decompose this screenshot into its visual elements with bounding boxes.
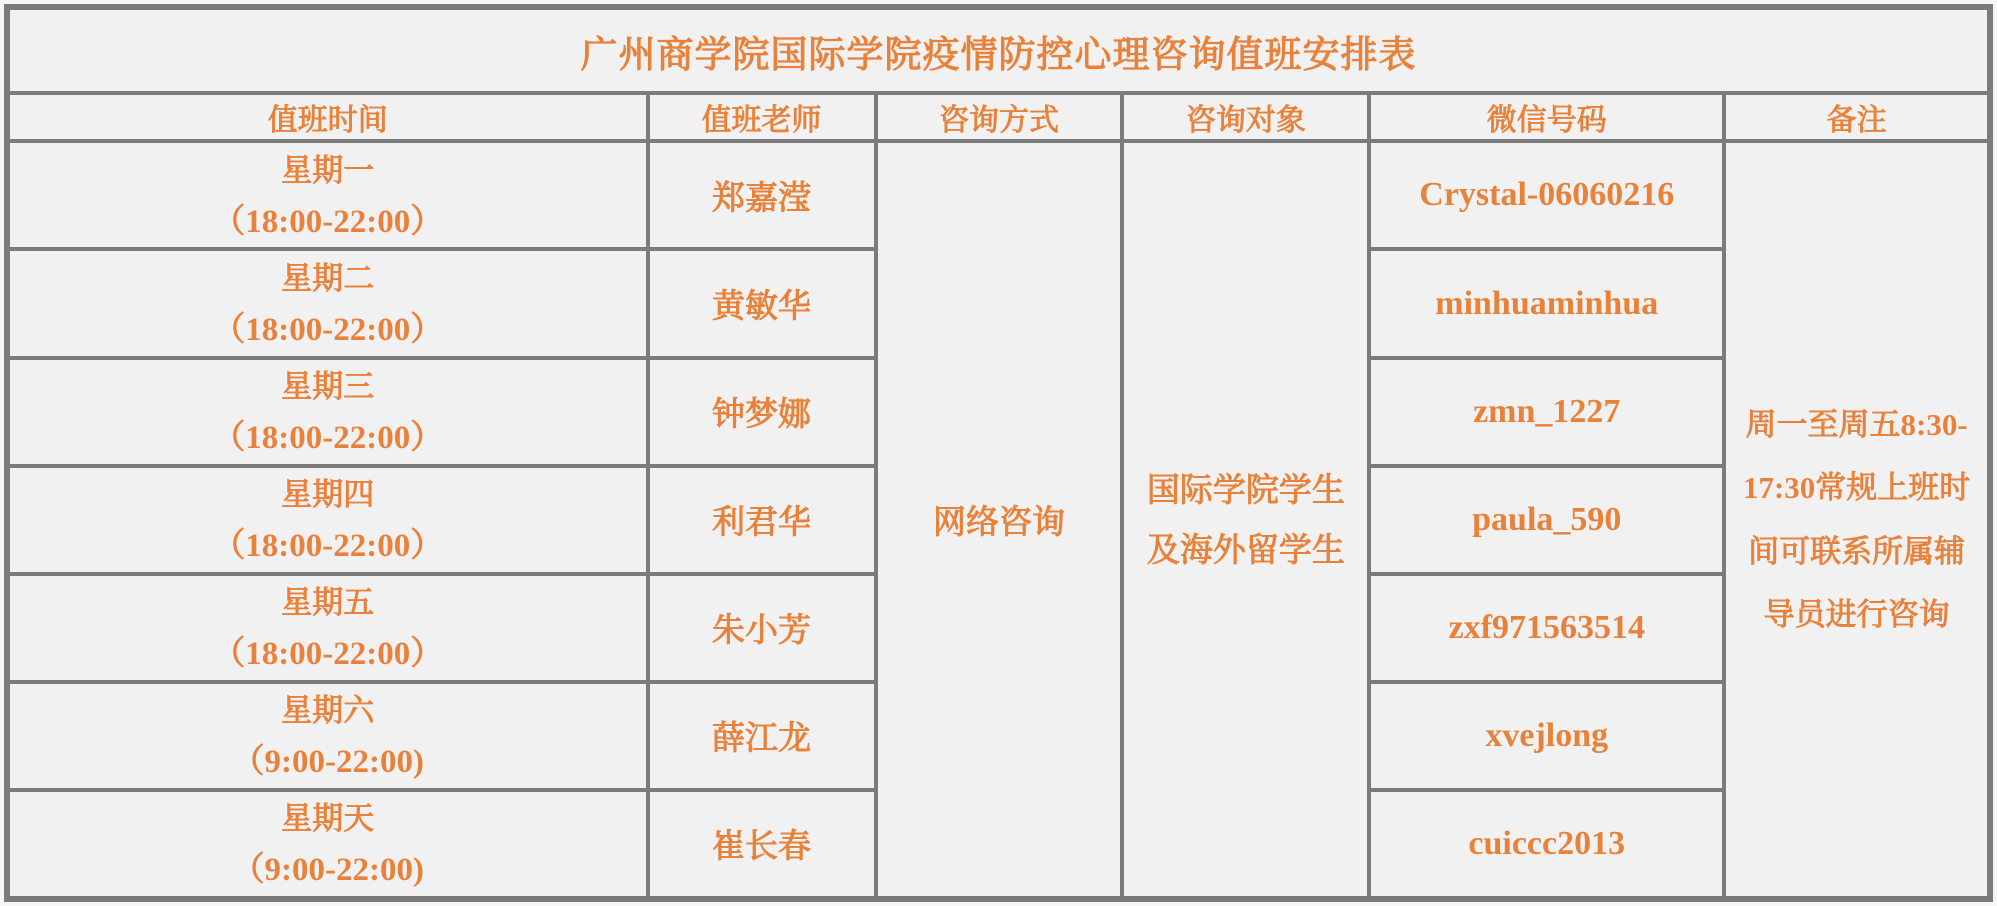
day-label: 星期天 (281, 801, 375, 837)
duty-time-cell (7, 682, 648, 790)
teacher-name-cell: 薛江龙 (648, 682, 876, 790)
duty-time-cell (7, 249, 648, 357)
wechat-id-cell: Crystal-06060216 (1369, 141, 1724, 249)
remark-cell: 周一至周五8:30-17:30常规上班时间可联系所属辅导员进行咨询 (1724, 141, 1990, 899)
time-range-label: （18:00-22:00） (212, 311, 444, 348)
table-row-monday (7, 141, 1990, 249)
day-label: 星期一 (281, 152, 375, 188)
teacher-name-cell: 黄敏华 (648, 249, 876, 357)
wechat-id-cell: paula_590 (1369, 466, 1724, 574)
title-row (7, 7, 1990, 93)
teacher-name-cell: 郑嘉滢 (648, 141, 876, 249)
duty-schedule-table (4, 4, 1993, 902)
duty-time-cell (7, 358, 648, 466)
column-header-consult-method: 咨询方式 (876, 93, 1123, 141)
column-header-remark: 备注 (1724, 93, 1990, 141)
day-label: 星期二 (281, 260, 375, 296)
consult-method-cell: 网络咨询 (876, 141, 1123, 899)
teacher-name-cell: 朱小芳 (648, 574, 876, 682)
time-range-label: （18:00-22:00） (212, 419, 444, 456)
time-range-label: （9:00-22:00) (231, 852, 424, 889)
day-label: 星期三 (281, 368, 375, 404)
teacher-name-cell: 利君华 (648, 466, 876, 574)
wechat-id-cell: minhuaminhua (1369, 249, 1724, 357)
teacher-name-cell: 钟梦娜 (648, 358, 876, 466)
day-label: 星期四 (281, 476, 375, 512)
duty-time-cell (7, 574, 648, 682)
column-header-duty-teacher: 值班老师 (648, 93, 876, 141)
header-row (7, 93, 1990, 141)
time-range-label: （18:00-22:00） (212, 636, 444, 673)
duty-time-cell (7, 141, 648, 249)
duty-time-cell (7, 466, 648, 574)
day-label: 星期六 (281, 692, 375, 728)
wechat-id-cell: xvejlong (1369, 682, 1724, 790)
teacher-name-cell: 崔长春 (648, 790, 876, 899)
column-header-duty-time: 值班时间 (7, 93, 648, 141)
column-header-consult-target: 咨询对象 (1122, 93, 1369, 141)
time-range-label: （18:00-22:00） (212, 528, 444, 565)
day-label: 星期五 (281, 584, 375, 620)
column-header-wechat-id: 微信号码 (1369, 93, 1724, 141)
wechat-id-cell: zmn_1227 (1369, 358, 1724, 466)
wechat-id-cell: cuiccc2013 (1369, 790, 1724, 899)
time-range-label: （18:00-22:00） (212, 203, 444, 240)
table-title: 广州商学院国际学院疫情防控心理咨询值班安排表 (7, 7, 1990, 93)
duty-time-cell (7, 790, 648, 899)
time-range-label: （9:00-22:00) (231, 744, 424, 781)
wechat-id-cell: zxf971563514 (1369, 574, 1724, 682)
consult-target-cell: 国际学院学生及海外留学生 (1122, 141, 1369, 899)
